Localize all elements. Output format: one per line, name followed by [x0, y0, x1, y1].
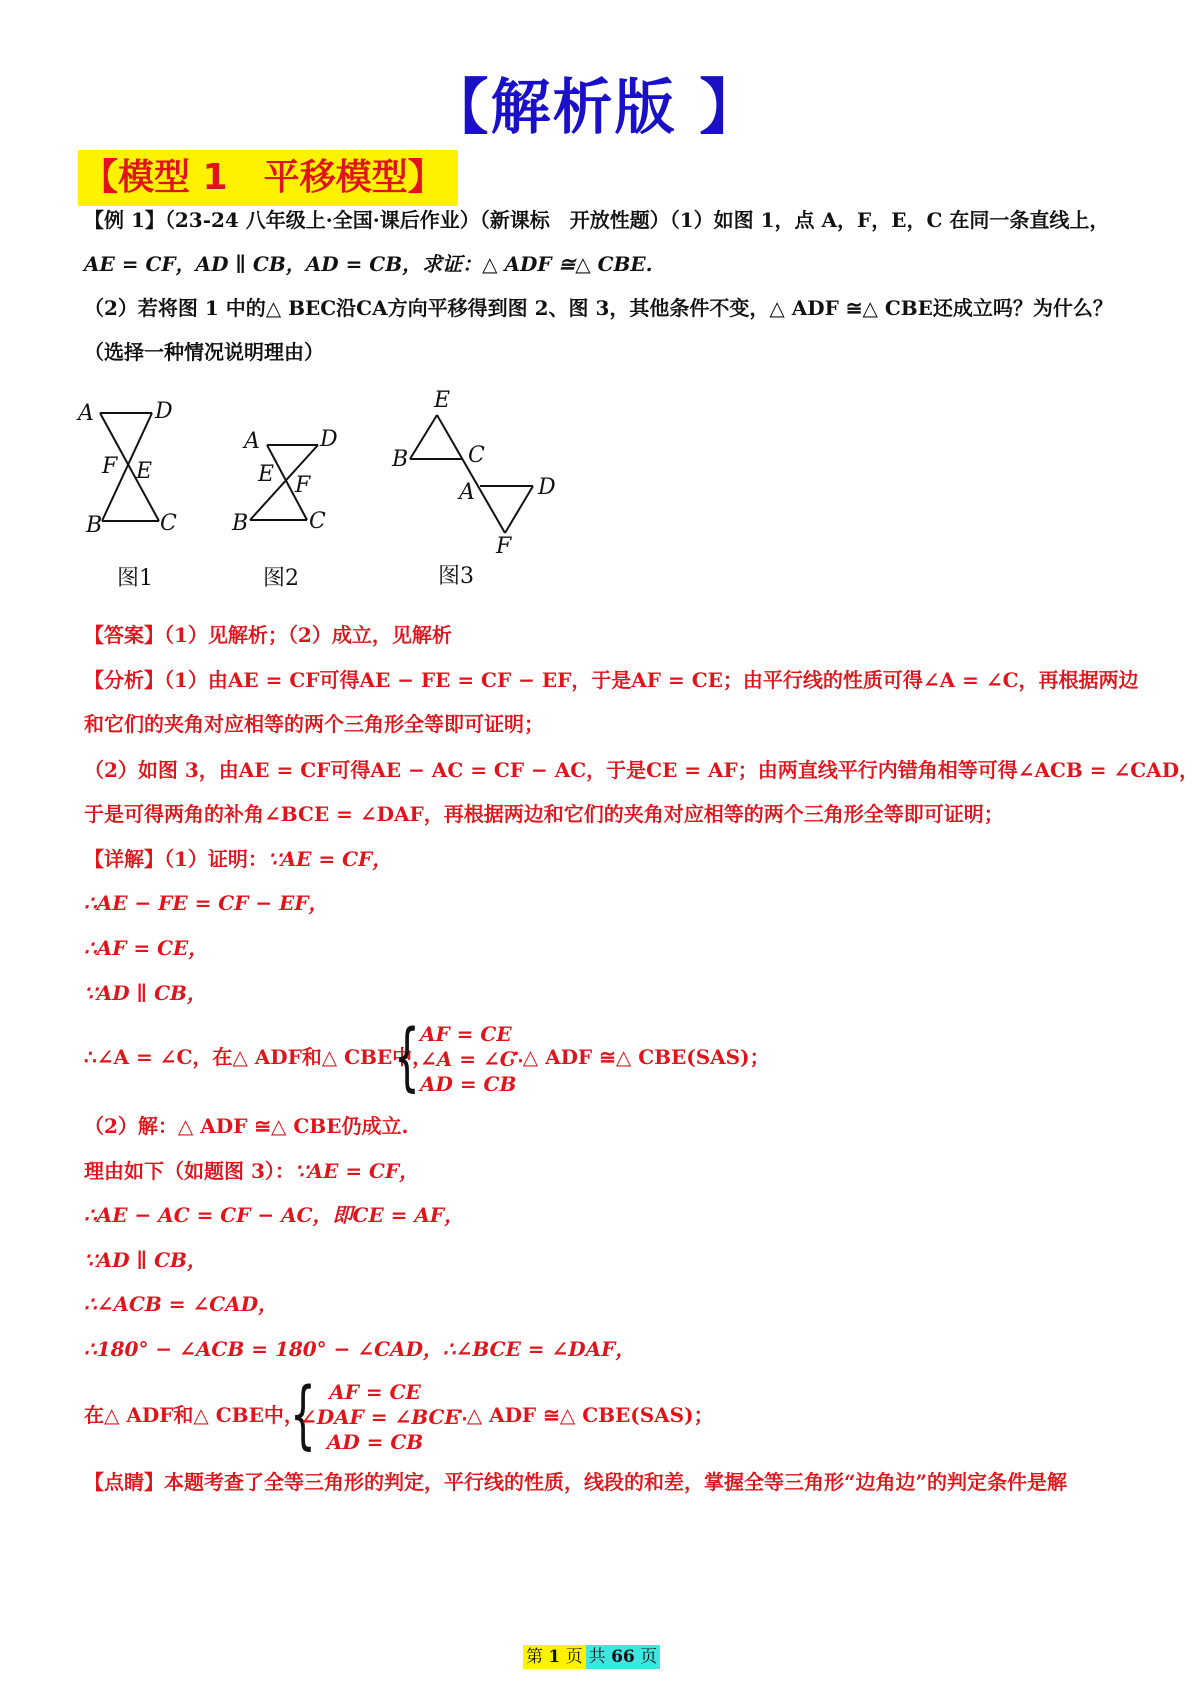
fig1-label-a: A: [78, 401, 94, 426]
fig2-label-a: A: [244, 429, 260, 454]
system-2-row-3: AD = CB: [326, 1430, 424, 1454]
analysis-line-3: （2）如图 3，由AE = CF可得AE − AC = CF − AC，于是CE = AF；由两直线平行内错角相等可得∠ACB = ∠CAD，: [84, 758, 1199, 782]
system-1-row-1: AF = CE: [420, 1022, 512, 1046]
detail-p2-line-7-pre: 在△ ADF和△ CBE中，: [84, 1403, 304, 1427]
detail-tag: 【详解】: [84, 847, 164, 871]
fig1-label-f: F: [102, 454, 118, 479]
footer-post: 页: [640, 1647, 658, 1667]
detail-p1-line-3: ∵AD ∥ CB，: [84, 981, 207, 1005]
fig3-label-b: B: [392, 447, 409, 472]
footer-total-pages: 66: [611, 1647, 635, 1667]
analysis-line-2: 和它们的夹角对应相等的两个三角形全等即可证明；: [84, 712, 544, 736]
analysis-line-1: 【分析】（1）由AE = CF可得AE − FE = CF − EF，于是AF = CE；由平行线的性质可得∠A = ∠C，再根据两边: [84, 668, 1139, 692]
example-line-1: 【例 1】（23-24 八年级上·全国·课后作业）（新课标 开放性题）（1）如图 1，点 A，F，E，C 在同一条直线上，: [84, 208, 1110, 232]
detail-p2-line-6: ∴180° − ∠ACB = 180° − ∠CAD，∴∠BCE = ∠DAF，: [84, 1337, 636, 1361]
footer-page-number: 1: [548, 1647, 561, 1667]
fig1-label-d: D: [155, 399, 173, 424]
fig2-label-f: F: [295, 473, 311, 498]
detail-p2-line-5: ∴∠ACB = ∠CAD，: [84, 1292, 279, 1316]
system-1: [420, 1022, 516, 1097]
fig2-label-e: E: [258, 462, 275, 487]
detail-p1-line-4-post: ∴△ ADF ≅△ CBE(SAS)；: [510, 1045, 770, 1069]
analysis-line-4: 于是可得两角的补角∠BCE = ∠DAF，再根据两边和它们的夹角对应相等的两个三角形全等即可证明；: [84, 802, 1004, 826]
detail-p2-line-4: ∵AD ∥ CB，: [84, 1248, 207, 1272]
fig3-label-e: E: [434, 388, 451, 413]
model-heading: 【模型 1 平移模型】: [78, 150, 458, 206]
detail-p1-line-4-pre: ∴∠A = ∠C，在△ ADF和△ CBE中，: [84, 1045, 433, 1069]
fig2-caption: 图2: [263, 566, 299, 591]
footer-total-pre: 共: [588, 1647, 606, 1667]
system-brace-2: {: [290, 1372, 316, 1458]
system-2-row-2: ∠DAF = ∠BCE: [300, 1405, 460, 1429]
system-2-row-1: AF = CE: [329, 1380, 421, 1404]
fig1-label-b: B: [86, 513, 103, 538]
fig1-caption: 图1: [117, 566, 153, 591]
answer-line: 【答案】（1）见解析；（2）成立，见解析: [84, 623, 452, 647]
fig3-caption: 图3: [438, 564, 474, 589]
footer-pre: 第: [526, 1647, 543, 1667]
fig3-label-a: A: [459, 480, 475, 505]
detail-p2-line-2-math: ∵AE = CF，: [294, 1159, 420, 1183]
detail-heading: [84, 845, 392, 873]
fig1-label-e: E: [136, 459, 153, 484]
system-2: [300, 1380, 460, 1455]
fig2-label-c: C: [309, 509, 326, 534]
detail-p1-line-2: ∴AF = CE，: [84, 936, 209, 960]
detail-p2-line-2: [84, 1157, 419, 1185]
geometry-figures: [78, 388, 600, 640]
fig3-label-c: C: [468, 443, 485, 468]
fig2-label-b: B: [232, 511, 249, 536]
comment-line: 【点睛】本题考查了全等三角形的判定，平行线的性质，线段的和差，掌握全等三角形“边角边”的判定条件是解: [84, 1470, 1068, 1494]
system-1-row-3: AD = CB: [420, 1072, 517, 1096]
fig3-label-f: F: [496, 534, 512, 559]
detail-p2-line-1: [84, 1112, 408, 1140]
fig1-label-c: C: [160, 511, 177, 536]
detail-p2-line-1-pre: （2）解：: [84, 1114, 178, 1138]
detail-p2-line-2-pre: 理由如下（如题图 3）：: [84, 1159, 295, 1183]
fig2-label-d: D: [320, 427, 338, 452]
footer-mid: 页: [565, 1647, 583, 1667]
detail-head-math: ∵AE = CF，: [267, 847, 393, 871]
detail-head-text: （1）证明：: [164, 847, 268, 871]
page-footer: [523, 1645, 660, 1669]
detail-p2-line-3: ∴AE − AC = CF − AC，即CE = AF，: [84, 1203, 465, 1227]
page-title: 【解析版 】: [428, 73, 762, 143]
detail-p1-line-1: ∴AE − FE = CF − EF，: [84, 891, 329, 915]
example-line-2: AE = CF，AD ∥ CB，AD = CB，求证：△ ADF ≅△ CBE.: [84, 252, 653, 276]
system-brace-1: {: [394, 1014, 420, 1100]
example-line-4: （选择一种情况说明理由）: [84, 340, 324, 364]
system-1-row-2: ∠A = ∠C: [420, 1047, 516, 1071]
example-line-3: （2）若将图 1 中的△ BEC沿CA方向平移得到图 2、图 3，其他条件不变，△ ADF ≅△ CBE还成立吗？为什么？: [84, 296, 1113, 320]
fig3-label-d: D: [538, 475, 556, 500]
detail-p2-line-7-post: ∴△ ADF ≅△ CBE(SAS)；: [454, 1403, 714, 1427]
detail-p2-line-1-math: △ ADF ≅△ CBE仍成立.: [177, 1114, 409, 1138]
figure-3-lines: [410, 415, 533, 533]
